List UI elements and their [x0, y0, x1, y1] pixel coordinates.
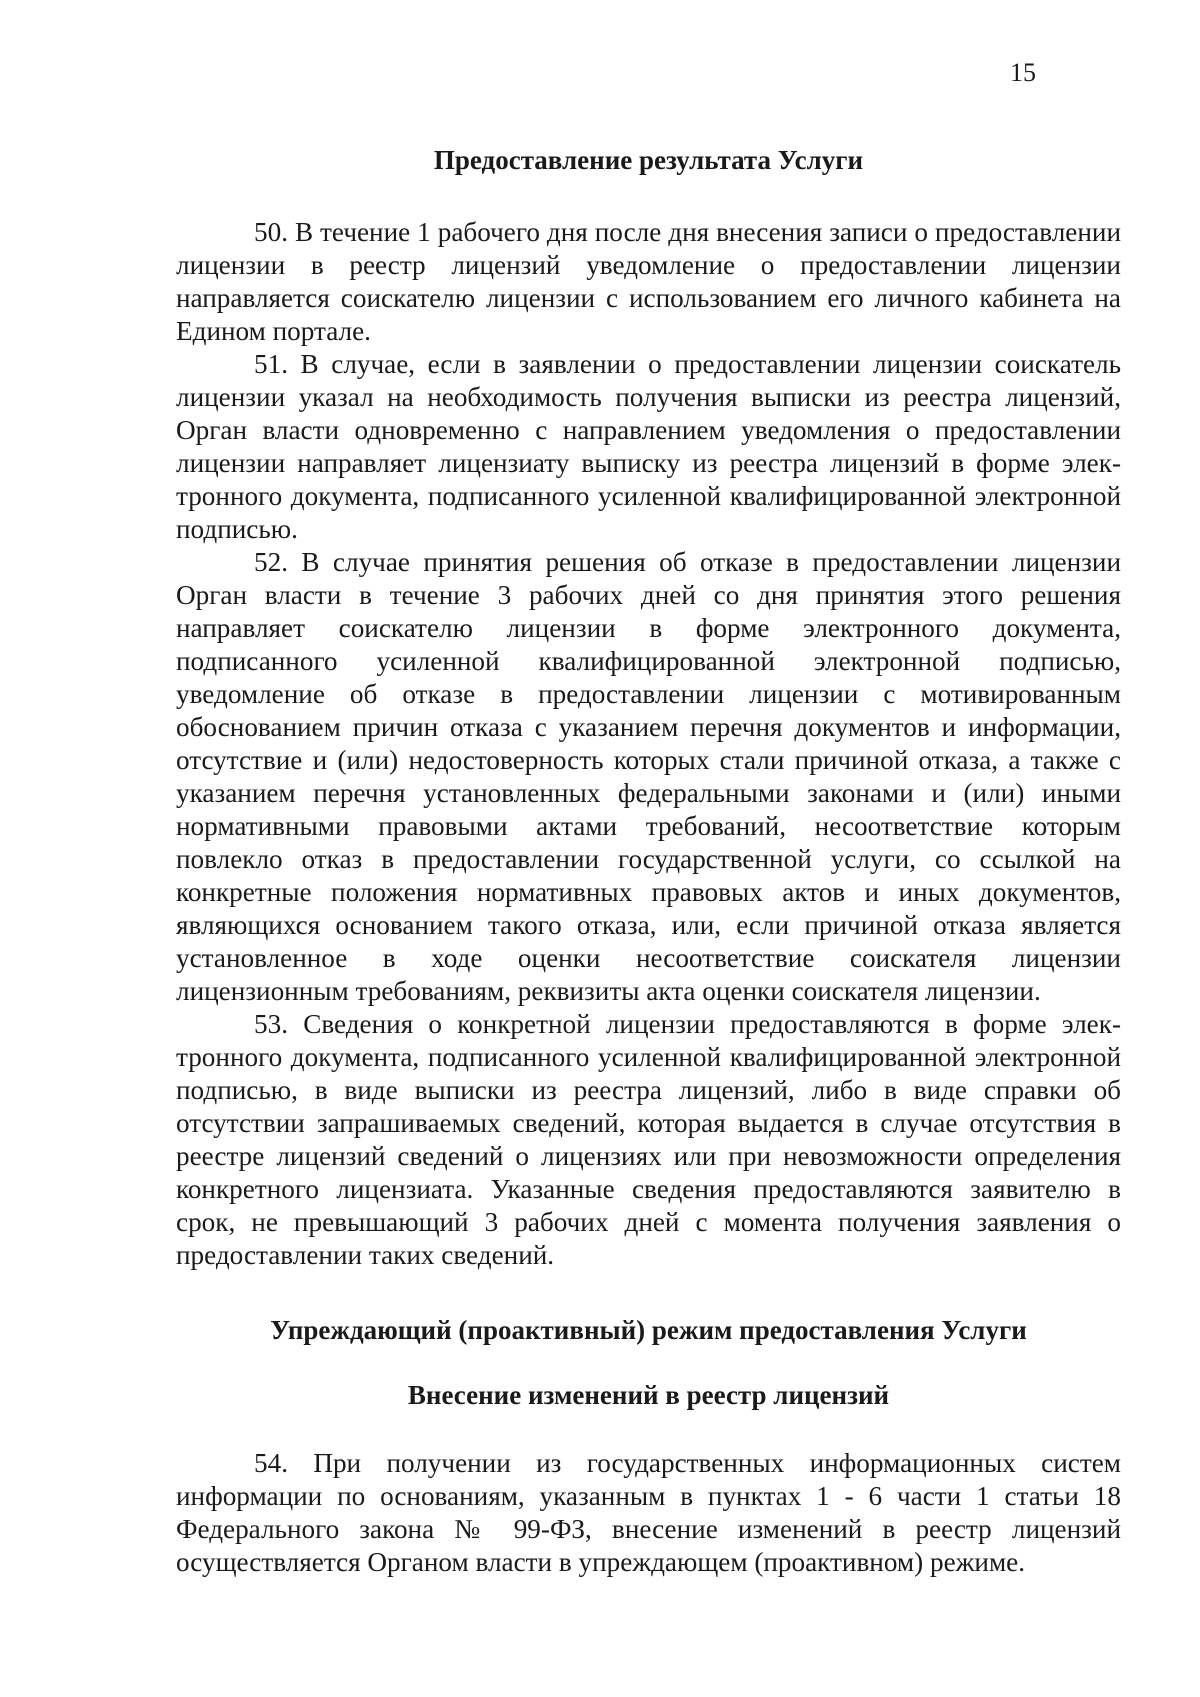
section-heading-registry: Внесение изменений в реестр лицензий [407, 1379, 890, 1410]
page-number: 15 [1010, 58, 1036, 87]
paragraph-51: 51. В случае, если в заявлении о предоставлении лицензии соискатель лицензии указал на необходимость получения выписки из реестра лицензий, Орган власти одновременно с направлением уведомления о предоставлении лицензии направляет лицензиату выписку из реестра лицензий в форме электронного документа, подписанного усиленной квалифицированной электронной подписью. [176, 349, 1121, 545]
paragraph-52: 52. В случае принятия решения об отказе в предоставлении лицензии Орган власти в течение 3 рабочих дней со дня принятия этого решения направляет соискателю лицензии в форме электронного документа, подписанного усиленной квалифицированной электронной подписью, уведомление об отказе в предоставлении лицензии с мотивированным обоснованием причин отказа с указанием перечня документов и информации, отсутствие и (или) недостоверность которых стали причиной отказа, а также с указанием перечня установленных федеральными законами и (или) иными нормативными правовыми актами требований, несоответствие которым повлекло отказ в предоставлении государственной услуги, со ссылкой на конкретные положения нормативных правовых актов и иных документов, являющихся основанием такого отказа, или, если причиной отказа является установленное в ходе оценки несоответствие соискателя лицензии лицензионным требованиям, реквизиты акта оценки соискателя лицензии. [176, 547, 1121, 1007]
paragraph-53: 53. Сведения о конкретной лицензии предоставляются в форме электронного документа, подписанного усиленной квалифицированной электронной подписью, в виде выписки из реестра лицензий, либо в виде справки об отсутствии запрашиваемых сведений, которая выдается в случае отсутствия в реестре лицензий сведений о лицензиях или при невозможности определения конкретного лицензиата. Указанные сведения предоставляются заявителю в срок, не превышающий 3 рабочих дней с момента получения заявления о предоставлении таких сведений. [176, 1009, 1121, 1271]
document-body [176, 144, 1121, 1579]
section-heading-proactive: Упреждающий (проактивный) режим предоставления Услуги [270, 1315, 1027, 1346]
paragraph-50: 50. В течение 1 рабочего дня после дня внесения записи о предоставлении лицензии в реестр лицензий уведомление о предоставлении лицензии направляется соискателю лицензии с использованием его личного кабинета на Едином портале. [176, 217, 1121, 347]
paragraph-54: 54. При получении из государственных информационных систем информации по основаниям, указанным в пунктах 1 - 6 части 1 статьи 18 Федерального закона № 99-ФЗ, внесение изменений в реестр лицензий осуществляется Органом власти в упреждающем (проактивном) режиме. [176, 1448, 1121, 1578]
section-heading-result: Предоставление результата Услуги [433, 145, 864, 175]
